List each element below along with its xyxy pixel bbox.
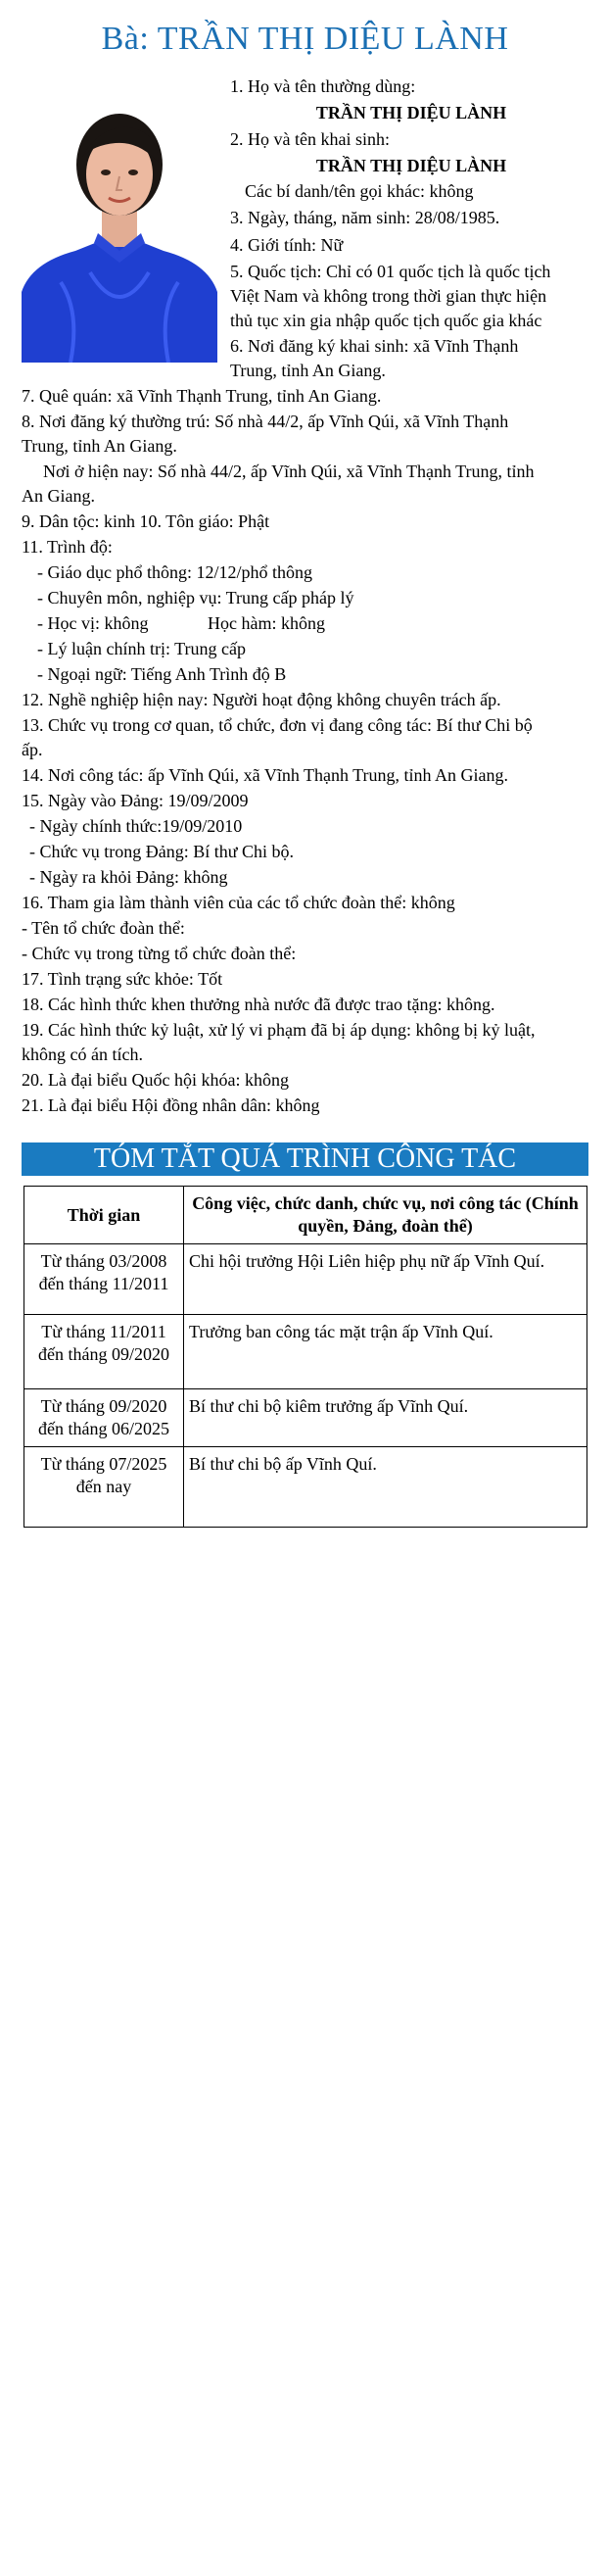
ethnicity-religion-line: 9. Dân tộc: kinh 10. Tôn giáo: Phật	[22, 511, 270, 531]
peoples-council-line: 21. Là đại biểu Hội đồng nhân dân: không	[22, 1095, 320, 1115]
birth-name-label: 2. Họ và tên khai sinh:	[230, 129, 390, 149]
work-history-banner: TÓM TẮT QUÁ TRÌNH CÔNG TÁC	[22, 1142, 588, 1176]
foreign-language-line: - Ngoại ngữ: Tiếng Anh Trình độ B	[37, 664, 287, 684]
common-name-label: 1. Họ và tên thường dùng:	[230, 76, 416, 96]
awards-line: 18. Các hình thức khen thưởng nhà nước đã được trao tặng: không.	[22, 995, 495, 1014]
row-time: Từ tháng 03/2008 đến tháng 11/2011	[24, 1244, 184, 1315]
political-theory-line: - Lý luận chính trị: Trung cấp	[37, 639, 246, 658]
workplace-line: 14. Nơi công tác: ấp Vĩnh Qúi, xã Vĩnh Thạnh Trung, tỉnh An Giang.	[22, 765, 509, 785]
discipline-line-1: 19. Các hình thức kỷ luật, xử lý vi phạm đã bị áp dụng: không bị kỷ luật,	[22, 1020, 536, 1040]
residence-line-1: 8. Nơi đăng ký thường trú: Số nhà 44/2, ấp Vĩnh Qúi, xã Vĩnh Thạnh	[22, 412, 509, 431]
party-position-line: - Chức vụ trong Đảng: Bí thư Chi bộ.	[29, 842, 294, 861]
table-row	[24, 1315, 587, 1389]
row-time: Từ tháng 11/2011 đến tháng 09/2020	[24, 1315, 184, 1389]
birth-name-value: TRẦN THỊ DIỆU LÀNH	[315, 156, 507, 175]
row-time: Từ tháng 07/2025 đến nay	[24, 1447, 184, 1528]
row-time: Từ tháng 09/2020 đến tháng 06/2025	[24, 1389, 184, 1447]
party-official-line: - Ngày chính thức:19/09/2010	[29, 816, 243, 836]
table-header-row	[24, 1187, 587, 1244]
table-row	[24, 1244, 587, 1315]
current-address-line-1: Nơi ở hiện nay: Số nhà 44/2, ấp Vĩnh Qúi, xã Vĩnh Thạnh Trung, tỉnh	[43, 462, 535, 481]
position-line-2: ấp.	[22, 740, 43, 759]
nationality-line-2: Việt Nam và không trong thời gian thực hiện	[230, 286, 547, 306]
table-row	[24, 1447, 587, 1528]
party-join-line: 15. Ngày vào Đảng: 19/09/2009	[22, 791, 249, 810]
party-leave-line: - Ngày ra khỏi Đảng: không	[29, 867, 228, 887]
common-name-value: TRẦN THỊ DIỆU LÀNH	[315, 103, 507, 122]
row-work: Chi hội trưởng Hội Liên hiệp phụ nữ ấp Vĩnh Quí.	[184, 1244, 587, 1315]
page-title: Bà: TRẦN THỊ DIỆU LÀNH	[101, 21, 509, 57]
organization-position-line: - Chức vụ trong từng tổ chức đoàn thể:	[22, 944, 297, 963]
gender-line: 4. Giới tính: Nữ	[230, 235, 344, 255]
nationality-line-3: thủ tục xin gia nhập quốc tịch quốc gia khác	[230, 311, 542, 330]
row-work: Bí thư chi bộ kiêm trưởng ấp Vĩnh Quí.	[184, 1389, 587, 1447]
header-time: Thời gian	[24, 1187, 184, 1244]
organization-name-line: - Tên tổ chức đoàn thể:	[22, 918, 185, 938]
occupation-line: 12. Nghề nghiệp hiện nay: Người hoạt động không chuyên trách ấp.	[22, 690, 501, 709]
position-line-1: 13. Chức vụ trong cơ quan, tổ chức, đơn vị đang công tác: Bí thư Chi bộ	[22, 715, 533, 735]
degree-line: - Học vị: không	[37, 613, 149, 633]
dob-line: 3. Ngày, tháng, năm sinh: 28/08/1985.	[230, 208, 500, 227]
header-work: Công việc, chức danh, chức vụ, nơi công tác (Chính quyền, Đảng, đoàn thể)	[184, 1187, 587, 1244]
professional-line: - Chuyên môn, nghiệp vụ: Trung cấp pháp lý	[37, 588, 354, 608]
academic-title-line: Học hàm: không	[208, 613, 325, 633]
residence-line-2: Trung, tỉnh An Giang.	[22, 436, 177, 456]
portrait-photo	[22, 86, 217, 363]
birth-registration-line-1: 6. Nơi đăng ký khai sinh: xã Vĩnh Thạnh	[230, 336, 519, 356]
national-assembly-line: 20. Là đại biểu Quốc hội khóa: không	[22, 1070, 289, 1090]
birth-registration-line-2: Trung, tỉnh An Giang.	[230, 361, 386, 380]
current-address-line-2: An Giang.	[22, 486, 95, 506]
alias-line: Các bí danh/tên gọi khác: không	[245, 181, 474, 201]
row-work: Bí thư chi bộ ấp Vĩnh Quí.	[184, 1447, 587, 1528]
organizations-line: 16. Tham gia làm thành viên của các tổ chức đoàn thể: không	[22, 893, 455, 912]
health-line: 17. Tình trạng sức khỏe: Tốt	[22, 969, 223, 989]
hometown-line: 7. Quê quán: xã Vĩnh Thạnh Trung, tỉnh An Giang.	[22, 386, 382, 406]
discipline-line-2: không có án tích.	[22, 1045, 143, 1064]
general-education-line: - Giáo dục phổ thông: 12/12/phổ thông	[37, 562, 312, 582]
education-heading: 11. Trình độ:	[22, 537, 113, 557]
row-work: Trưởng ban công tác mặt trận ấp Vĩnh Quí.	[184, 1315, 587, 1389]
work-history-table	[23, 1186, 587, 1528]
nationality-line-1: 5. Quốc tịch: Chỉ có 01 quốc tịch là quốc tịch	[230, 262, 551, 281]
table-row	[24, 1389, 587, 1447]
